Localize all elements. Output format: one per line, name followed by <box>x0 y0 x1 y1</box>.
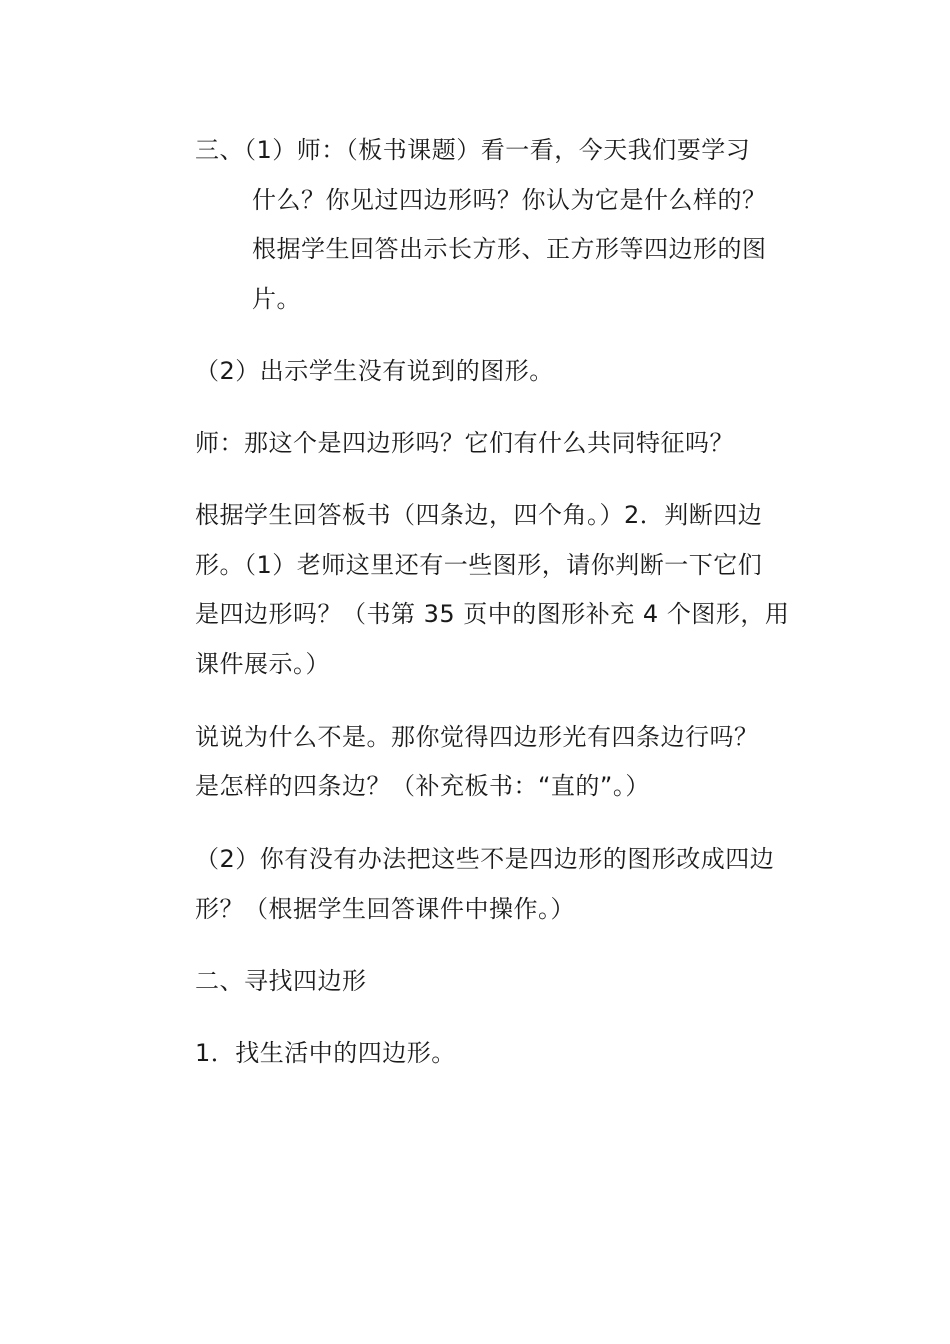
text-line-7: 根据学生回答板书（四条边，四个角。）2．判断四边 <box>195 501 763 529</box>
text-line-4: 片。 <box>252 285 301 313</box>
text-line-9: 是四边形吗？（书第 35 页中的图形补充 4 个图形，用 <box>195 600 790 628</box>
text-line-12: 是怎样的四条边？（补充板书：“直的”。） <box>195 772 650 800</box>
text-line-6: 师：那这个是四边形吗？它们有什么共同特征吗？ <box>195 429 734 457</box>
text-line-15: 二、寻找四边形 <box>195 967 367 995</box>
text-line-10: 课件展示。） <box>195 650 330 678</box>
text-line-2: 什么？你见过四边形吗？你认为它是什么样的？ <box>252 186 767 214</box>
text-line-13: （2）你有没有办法把这些不是四边形的图形改成四边 <box>195 845 775 873</box>
text-line-1: 三、（1）师：（板书课题）看一看，今天我们要学习 <box>195 136 751 164</box>
text-line-5: （2）出示学生没有说到的图形。 <box>195 357 554 385</box>
text-line-3: 根据学生回答出示长方形、正方形等四边形的图 <box>252 235 767 263</box>
text-line-8: 形。（1）老师这里还有一些图形，请你判断一下它们 <box>195 551 763 579</box>
text-line-11: 说说为什么不是。那你觉得四边形光有四条边行吗？ <box>195 723 759 751</box>
text-line-16: 1．找生活中的四边形。 <box>195 1039 456 1067</box>
text-line-14: 形？（根据学生回答课件中操作。） <box>195 895 575 923</box>
